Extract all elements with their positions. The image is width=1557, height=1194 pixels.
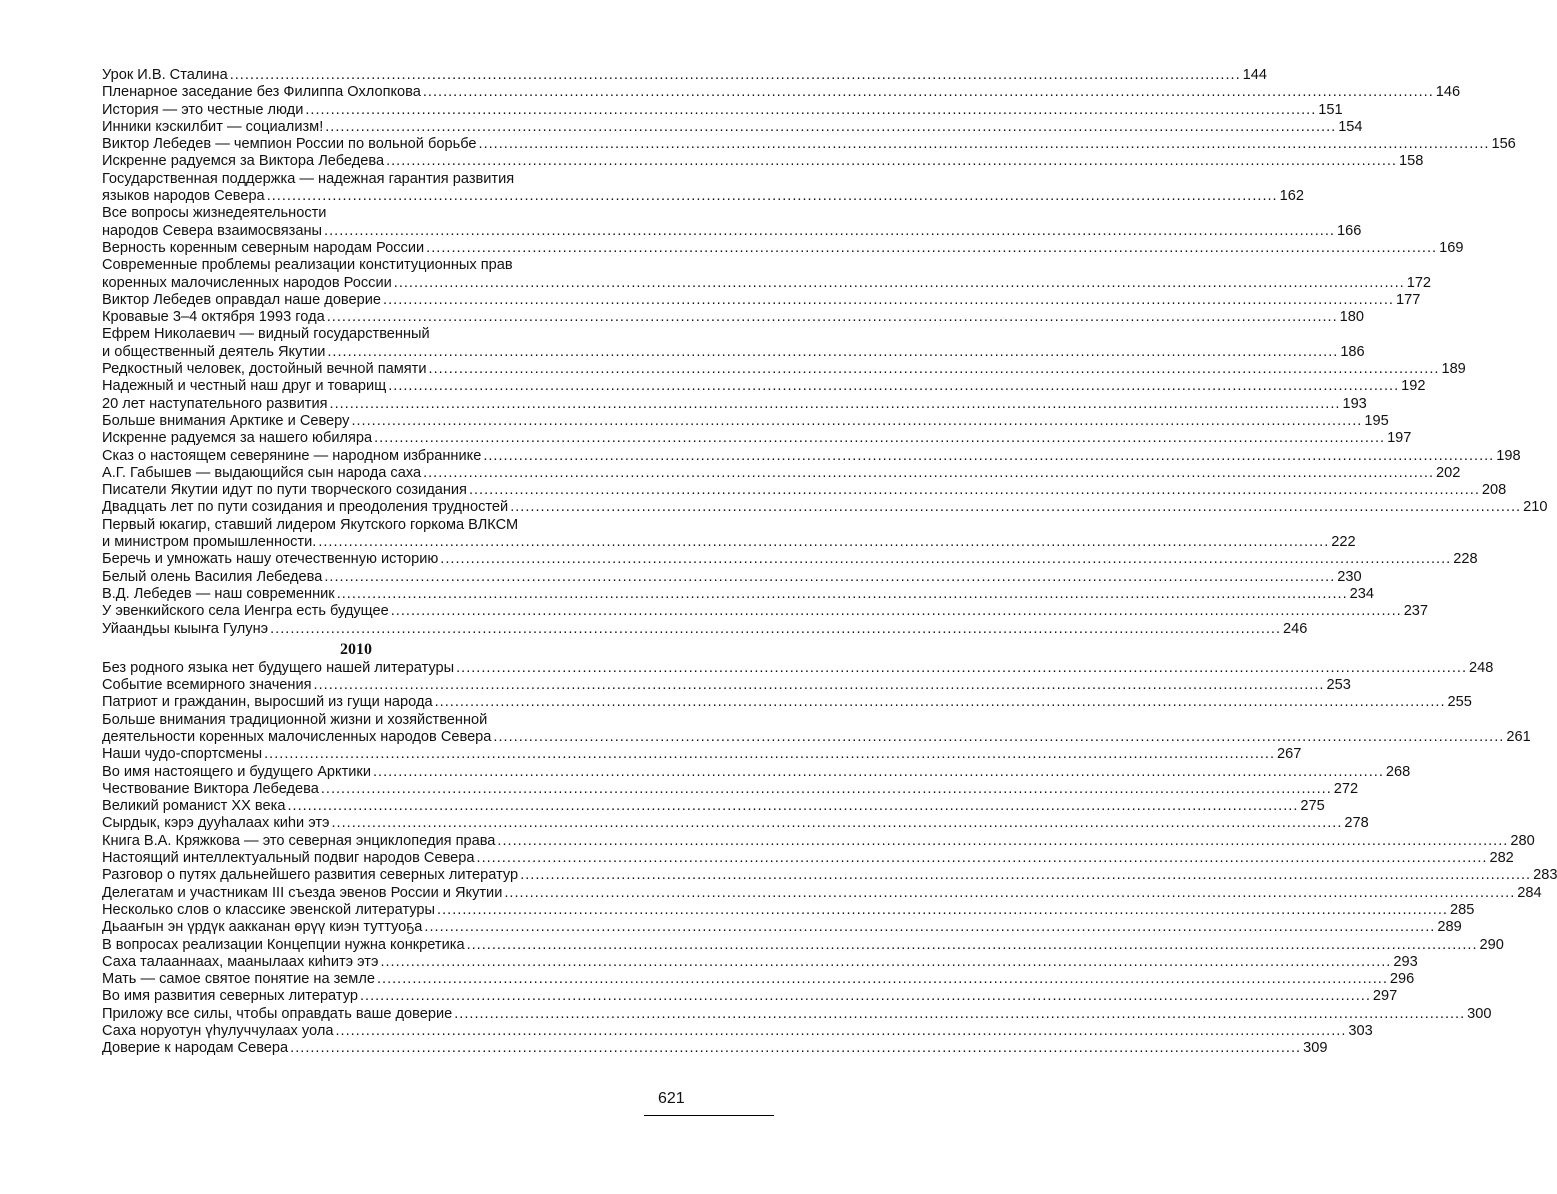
toc-entry (102, 659, 1494, 677)
toc-entry-title: коренных малочисленных народов России (102, 274, 392, 291)
toc-entry (102, 395, 1367, 413)
dot-leader: ........................................................................................................................................................................................................ (313, 677, 1325, 694)
toc-entry (102, 170, 1304, 206)
toc-entry (102, 971, 1415, 988)
toc-entry-page: 296 (1389, 971, 1415, 988)
toc-entry-title: История — это честные люди (102, 101, 304, 118)
toc-entry-line (102, 603, 1429, 620)
toc-entry-line (102, 395, 1367, 413)
toc-entry (102, 1005, 1492, 1023)
toc-entry-title: Виктор Лебедев оправдал наше доверие (102, 291, 382, 308)
toc-entry-page: 186 (1340, 343, 1365, 360)
toc-entry-page: 151 (1318, 101, 1343, 118)
dot-leader: ........................................................................................................................................................................................................ (324, 222, 1335, 239)
section-heading: 2010 (340, 640, 372, 658)
toc-entry-title-line: Больше внимания традиционной жизни и хозяйственной (102, 711, 488, 728)
toc-entry (102, 412, 1389, 430)
dot-leader: ........................................................................................................................................................................................................ (440, 551, 1452, 568)
dot-leader: ........................................................................................................................................................................................................ (287, 798, 1299, 815)
toc-entry-line (102, 884, 1542, 902)
dot-leader: ........................................................................................................................................................................................................ (336, 585, 1348, 602)
dot-leader: ........................................................................................................................................................................................................ (327, 343, 1339, 360)
toc-entry (102, 101, 1343, 119)
toc-entry-title: Во имя развития северных литератур (102, 988, 358, 1005)
toc-entry-page: 146 (1435, 84, 1461, 101)
toc-entry-page: 154 (1338, 118, 1363, 135)
dot-leader: ........................................................................................................................................................................................................ (454, 1005, 1466, 1022)
toc-entry (102, 464, 1461, 482)
toc-entry-title: Приложу все силы, чтобы оправдать ваше доверие (102, 1005, 453, 1022)
toc-entry-title: Саха талааннаах, маанылаах киһитэ этэ (102, 953, 379, 970)
dot-leader: ........................................................................................................................................................................................................ (266, 188, 1278, 205)
toc-entry-title: Мать — самое святое понятие на земле (102, 971, 375, 988)
toc-entry-title: Разговор о путях дальнейшего развития северных литератур (102, 867, 519, 884)
toc-entry-line (102, 815, 1369, 832)
toc-entry-title: Верность коренным северным народам России (102, 239, 425, 256)
toc-entry-title-line: Все вопросы жизнедеятельности (102, 205, 327, 222)
toc-entry-title: Событие всемирного значения (102, 677, 312, 694)
toc-entry-title: деятельности коренных малочисленных народов Севера (102, 728, 492, 745)
toc-entry-title: Редкостный человек, достойный вечной памяти (102, 361, 427, 378)
toc-entry (102, 620, 1308, 638)
toc-entry-line (102, 1040, 1328, 1057)
toc-entry (102, 551, 1478, 568)
dot-leader: ........................................................................................................................................................................................................ (468, 482, 1480, 499)
dot-leader: ........................................................................................................................................................................................................ (390, 603, 1402, 620)
toc-entry (102, 711, 1531, 747)
toc-entry-title: Больше внимания Арктике и Северу (102, 412, 350, 429)
dot-leader: ........................................................................................................................................................................................................ (520, 867, 1532, 884)
toc-entry-title: Чествование Виктора Лебедева (102, 780, 319, 797)
toc-entry-page: 177 (1395, 291, 1421, 308)
toc-entry-page: 309 (1303, 1040, 1328, 1057)
toc-entry-page: 255 (1447, 694, 1472, 711)
dot-leader: ........................................................................................................................................................................................................ (305, 101, 1317, 118)
dot-leader: ........................................................................................................................................................................................................ (374, 430, 1386, 447)
toc-entry-page: 289 (1437, 919, 1462, 936)
toc-entry-line (102, 585, 1374, 603)
dot-leader: ........................................................................................................................................................................................................ (388, 378, 1400, 395)
toc-entry (102, 136, 1516, 153)
toc-entry-title: народов Севера взаимосвязаны (102, 222, 323, 239)
toc-entry-line (102, 901, 1475, 919)
toc-entry (102, 482, 1507, 499)
toc-entry-line (102, 534, 1356, 551)
toc-entry-line (102, 780, 1359, 798)
toc-entry-title: Великий романист XX века (102, 798, 286, 815)
dot-leader: ........................................................................................................................................................................................................ (376, 971, 1388, 988)
toc-entry-page: 197 (1387, 430, 1412, 447)
dot-leader: ........................................................................................................................................................................................................ (380, 953, 1392, 970)
toc-entry-line (102, 677, 1351, 694)
toc-entry-page: 158 (1399, 153, 1424, 170)
dot-leader: ........................................................................................................................................................................................................ (324, 568, 1336, 585)
toc-entry (102, 832, 1535, 850)
toc-entry-page: 193 (1342, 395, 1367, 412)
toc-entry-line (102, 430, 1412, 447)
toc-entry (102, 884, 1542, 902)
toc-entry-title-line: Ефрем Николаевич — видный государственный (102, 326, 430, 343)
toc-entry-title: В.Д. Лебедев — наш современник (102, 585, 335, 602)
toc-entry (102, 988, 1398, 1005)
toc-entry-line (102, 798, 1325, 815)
toc-entry-line (102, 936, 1504, 954)
toc-entry-line (102, 84, 1461, 101)
toc-entry-title: Кровавые 3–4 октября 1993 года (102, 309, 325, 326)
dot-leader: ........................................................................................................................................................................................................ (422, 84, 1434, 101)
toc-entry-line (102, 309, 1365, 326)
toc-entry (102, 447, 1521, 465)
toc-entry-title: и министром промышленности. (102, 534, 317, 551)
dot-leader: ........................................................................................................................................................................................................ (320, 780, 1332, 797)
dot-leader: ........................................................................................................................................................................................................ (326, 309, 1338, 326)
toc-entry (102, 361, 1466, 378)
dot-leader: ........................................................................................................................................................................................................ (504, 884, 1516, 901)
toc-entry-line (102, 728, 1531, 746)
toc-entry (102, 326, 1365, 361)
toc-entry-title: Делегатам и участникам III съезда эвенов России и Якутии (102, 884, 503, 901)
page-number-rule (644, 1115, 774, 1116)
toc-entry-page: 198 (1496, 447, 1521, 464)
toc-entry-page: 162 (1279, 188, 1304, 205)
toc-entry (102, 780, 1359, 798)
toc-entry-title: Инники кэскилбит — социализм! (102, 118, 324, 135)
toc-entry (102, 603, 1429, 620)
toc-entry-title: Сырдык, кэрэ дууһалаах киһи этэ (102, 815, 330, 832)
toc-entry (102, 798, 1325, 815)
dot-leader: ........................................................................................................................................................................................................ (386, 153, 1397, 170)
toc-entry-title: Искренне радуемся за Виктора Лебедева (102, 153, 385, 170)
toc-entry-line (102, 1005, 1492, 1023)
toc-entry-line (102, 620, 1308, 638)
toc-entry (102, 815, 1369, 832)
toc-entry-title: Писатели Якутии идут по пути творческого созидания (102, 482, 467, 499)
toc-entry-page: 192 (1401, 378, 1426, 395)
toc-entry-line (102, 239, 1464, 257)
toc-entry-line (102, 274, 1432, 292)
toc-entry-line (102, 101, 1343, 119)
toc-entry-title: У эвенкийского села Иенгра есть будущее (102, 603, 389, 620)
toc-entry-line (102, 867, 1557, 884)
toc-entry-page: 278 (1344, 815, 1369, 832)
toc-entry-title: Двадцать лет по пути созидания и преодоления трудностей (102, 499, 509, 516)
toc-entry-page: 172 (1406, 274, 1432, 291)
toc-entry-page: 303 (1348, 1023, 1373, 1040)
toc-entry-line (102, 1023, 1373, 1040)
dot-leader: ........................................................................................................................................................................................................ (497, 832, 1509, 849)
toc-entry-page: 222 (1331, 534, 1356, 551)
toc-entry (102, 568, 1362, 586)
page-number: 621 (658, 1090, 685, 1107)
toc-entry (102, 257, 1432, 292)
toc-entry (102, 153, 1424, 170)
toc-entry-page: 300 (1467, 1005, 1492, 1022)
toc-entry-title: Без родного языка нет будущего нашей литературы (102, 659, 455, 676)
toc-entry-page: 228 (1453, 551, 1478, 568)
toc-entry (102, 118, 1363, 136)
toc-entry-title: Несколько слов о классике эвенской литературы (102, 901, 436, 918)
toc-entry-title-line: Государственная поддержка — надежная гарантия развития (102, 170, 515, 187)
dot-leader: ........................................................................................................................................................................................................ (483, 447, 1495, 464)
toc-entry-title: Патриот и гражданин, выросший из гущи народа (102, 694, 433, 711)
table-of-contents (102, 67, 1557, 1058)
dot-leader: ........................................................................................................................................................................................................ (423, 464, 1435, 481)
dot-leader: ........................................................................................................................................................................................................ (290, 1040, 1302, 1057)
dot-leader: ........................................................................................................................................................................................................ (428, 361, 1440, 378)
toc-entry-page: 268 (1385, 763, 1411, 780)
toc-entry-title: Уйаандьы кыыҥа Гулунэ (102, 620, 269, 637)
dot-leader: ........................................................................................................................................................................................................ (437, 901, 1448, 918)
toc-entry-line (102, 568, 1362, 586)
toc-entry (102, 291, 1421, 309)
dot-leader: ........................................................................................................................................................................................................ (359, 988, 1371, 1005)
dot-leader: ........................................................................................................................................................................................................ (424, 919, 1436, 936)
dot-leader: ........................................................................................................................................................................................................ (478, 136, 1490, 153)
toc-entry-title: Искренне радуемся за нашего юбиляра (102, 430, 373, 447)
toc-entry-page: 272 (1333, 780, 1359, 797)
toc-entry (102, 850, 1514, 867)
toc-entry-page: 144 (1242, 67, 1267, 83)
toc-entry-line (102, 832, 1535, 850)
toc-entry-line (102, 971, 1415, 988)
dot-leader: ........................................................................................................................................................................................................ (510, 499, 1522, 516)
dot-leader: ........................................................................................................................................................................................................ (372, 763, 1384, 780)
toc-entry-page: 284 (1517, 884, 1542, 901)
toc-entry (102, 516, 1356, 552)
toc-entry-page: 261 (1506, 728, 1531, 745)
toc-entry-title: А.Г. Габышев — выдающийся сын народа саха (102, 464, 422, 481)
toc-entry-page: 210 (1523, 499, 1548, 516)
toc-entry-page: 248 (1469, 659, 1494, 676)
toc-entry-page: 246 (1283, 620, 1308, 637)
toc-entry-page: 282 (1489, 850, 1514, 867)
toc-entry (102, 84, 1461, 101)
toc-entry (102, 763, 1411, 781)
toc-entry-line (102, 464, 1461, 482)
dot-leader: ........................................................................................................................................................................................................ (264, 746, 1276, 763)
toc-entry (102, 378, 1426, 395)
toc-entry (102, 867, 1557, 884)
toc-entry (102, 430, 1412, 447)
toc-entry-page: 195 (1364, 412, 1389, 429)
toc-entry-page: 280 (1510, 832, 1535, 849)
toc-entry-title: Беречь и умножать нашу отечественную историю (102, 551, 439, 568)
toc-entry-title: В вопросах реализации Концепции нужна конкретика (102, 936, 465, 953)
toc-entry (102, 936, 1504, 954)
toc-entry-title: и общественный деятель Якутии (102, 343, 326, 360)
toc-entry-title-line: Современные проблемы реализации конституционных прав (102, 257, 513, 274)
toc-entry-title: 20 лет наступательного развития (102, 395, 328, 412)
toc-entry-title: Саха норуотун үһулуччулаах уола (102, 1023, 334, 1040)
dot-leader: ........................................................................................................................................................................................................ (426, 239, 1438, 256)
dot-leader: ........................................................................................................................................................................................................ (393, 274, 1405, 291)
toc-entry-page: 253 (1326, 677, 1351, 694)
dot-leader: ........................................................................................................................................................................................................ (434, 694, 1446, 711)
toc-entry-line (102, 343, 1365, 361)
toc-entry-page: 169 (1439, 239, 1464, 256)
dot-leader: ........................................................................................................................................................................................................ (476, 850, 1488, 867)
dot-leader: ........................................................................................................................................................................................................ (466, 936, 1478, 953)
toc-entry-line (102, 746, 1302, 763)
toc-entry (102, 1040, 1328, 1057)
toc-entry-line (102, 118, 1363, 136)
toc-entry-title: Наши чудо-спортсмены (102, 746, 263, 763)
toc-entry-page: 180 (1339, 309, 1365, 326)
toc-entry (102, 309, 1365, 326)
dot-leader: ........................................................................................................................................................................................................ (351, 412, 1363, 429)
toc-entry (102, 746, 1302, 763)
toc-entry-page: 285 (1449, 901, 1475, 918)
toc-entry (102, 205, 1362, 240)
toc-entry-title-line: Первый юкагир, ставший лидером Якутского горкома ВЛКСМ (102, 516, 519, 533)
toc-entry (102, 499, 1548, 516)
toc-entry (102, 901, 1475, 919)
toc-entry-line (102, 659, 1494, 677)
toc-entry-title: языков народов Севера (102, 188, 265, 205)
toc-entry-line (102, 447, 1521, 465)
toc-entry-line (102, 291, 1421, 309)
toc-entry (102, 585, 1374, 603)
toc-entry-page: 283 (1533, 867, 1557, 884)
toc-entry-line (102, 953, 1418, 971)
dot-leader: ........................................................................................................................................................................................................ (270, 620, 1282, 637)
dot-leader: ........................................................................................................................................................................................................ (456, 659, 1468, 676)
toc-entry (102, 919, 1462, 936)
toc-entry-line (102, 919, 1462, 936)
toc-entry-line (102, 412, 1389, 430)
toc-entry-title: Виктор Лебедев — чемпион России по вольной борьбе (102, 136, 477, 153)
toc-entry (102, 677, 1351, 694)
toc-entry-line (102, 188, 1304, 205)
dot-leader: ........................................................................................................................................................................................................ (318, 534, 1330, 551)
toc-entry-title: Сказ о настоящем северянине — народном избраннике (102, 447, 482, 464)
toc-entry (102, 239, 1464, 257)
dot-leader: ........................................................................................................................................................................................................ (383, 291, 1394, 308)
dot-leader: ........................................................................................................................................................................................................ (229, 67, 1241, 83)
dot-leader: ........................................................................................................................................................................................................ (329, 395, 1341, 412)
toc-entry-line (102, 378, 1426, 395)
toc-entry-line (102, 153, 1424, 170)
toc-entry-page: 189 (1441, 361, 1466, 378)
toc-entry-line (102, 361, 1466, 378)
toc-entry-line (102, 499, 1548, 516)
toc-entry-page: 234 (1349, 585, 1374, 602)
toc-entry (102, 953, 1418, 971)
toc-entry-title: Белый олень Василия Лебедева (102, 568, 323, 585)
toc-entry-title: Дьааҥын эн үрдүк аакканан өрүү киэн туттуоҕа (102, 919, 423, 936)
dot-leader: ........................................................................................................................................................................................................ (331, 815, 1343, 832)
toc-entry-line (102, 551, 1478, 568)
toc-entry-line (102, 482, 1507, 499)
toc-entry-line (102, 222, 1362, 240)
toc-entry-page: 156 (1491, 136, 1516, 153)
toc-entry-line (102, 988, 1398, 1005)
toc-entry-line (102, 763, 1411, 781)
toc-entry-page: 267 (1277, 746, 1302, 763)
toc-entry-page: 202 (1436, 464, 1461, 481)
toc-entry-line (102, 136, 1516, 153)
toc-entry-page: 293 (1393, 953, 1418, 970)
toc-entry-page: 297 (1372, 988, 1398, 1005)
toc-entry-title: Урок И.В. Сталина (102, 67, 228, 83)
toc-entry-page: 290 (1479, 936, 1504, 953)
dot-leader: ........................................................................................................................................................................................................ (493, 728, 1505, 745)
toc-entry-page: 275 (1300, 798, 1325, 815)
toc-entry-page: 237 (1403, 603, 1429, 620)
toc-entry-line (102, 67, 1267, 84)
toc-entry-title: Во имя настоящего и будущего Арктики (102, 763, 371, 780)
toc-entry-title: Книга В.А. Кряжкова — это северная энциклопедия права (102, 832, 496, 849)
toc-entry-title: Доверие к народам Севера (102, 1040, 289, 1057)
toc-entry-title: Надежный и честный наш друг и товарищ (102, 378, 387, 395)
toc-entry (102, 694, 1472, 711)
toc-entry-page: 230 (1337, 568, 1362, 585)
toc-entry (102, 67, 1267, 84)
dot-leader: ........................................................................................................................................................................................................ (325, 118, 1337, 135)
toc-entry-page: 166 (1336, 222, 1362, 239)
toc-entry-line (102, 694, 1472, 711)
toc-entry-title: Настоящий интеллектуальный подвиг народов Севера (102, 850, 475, 867)
toc-entry (102, 1023, 1373, 1040)
toc-entry-page: 208 (1481, 482, 1507, 499)
toc-entry-title: Пленарное заседание без Филиппа Охлопкова (102, 84, 421, 101)
toc-entry-line (102, 850, 1514, 867)
dot-leader: ........................................................................................................................................................................................................ (335, 1023, 1347, 1040)
